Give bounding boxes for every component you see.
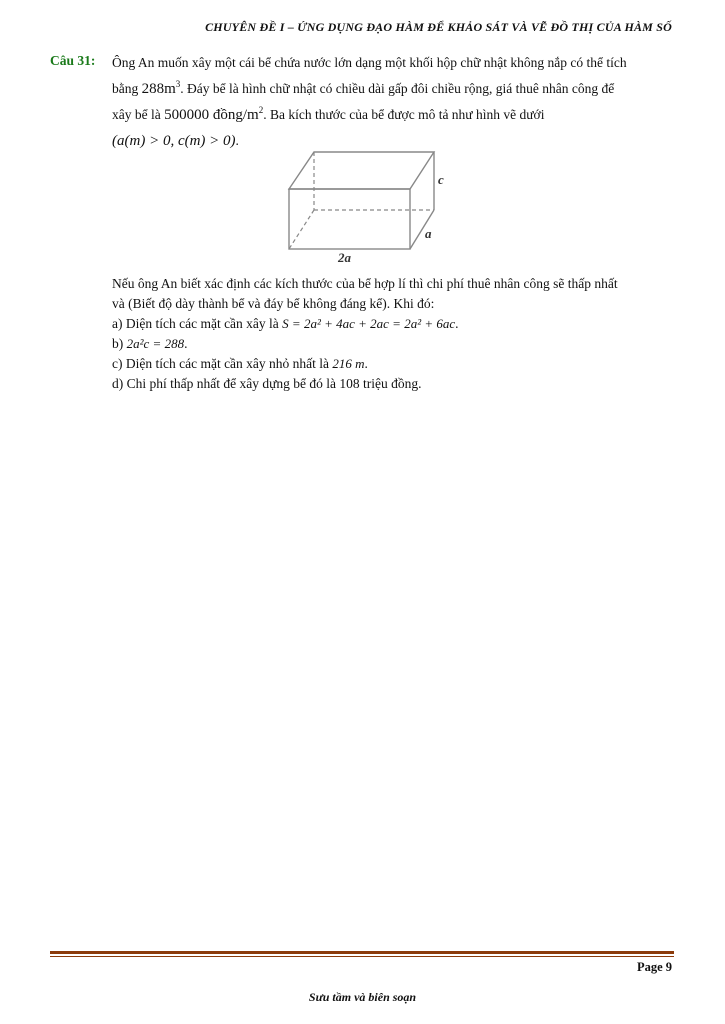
footer-divider-thick <box>50 951 674 954</box>
statement-a-end: . <box>455 316 459 331</box>
statement-b-text: b) <box>112 336 127 351</box>
question-line-2 <box>112 76 672 102</box>
statement-a-formula: S = 2a² + 4ac + 2ac = 2a² + 6ac <box>282 316 456 331</box>
statement-c-end: . <box>364 356 368 371</box>
statement-d: d) Chi phí thấp nhất để xây dựng bể đó là 108 triệu đồng. <box>112 376 422 391</box>
volume-exponent: 3 <box>175 79 181 89</box>
question-line-2-pre: bằng <box>112 81 142 96</box>
statement-a <box>112 314 672 334</box>
question-line-3 <box>112 102 672 128</box>
question-line-3-post: . Ba kích thước của bể được mô tả như hình vẽ dưới <box>263 107 545 122</box>
statement-c-text: c) Diện tích các mặt cần xây nhỏ nhất là <box>112 356 333 371</box>
question-label: Câu 31: <box>50 53 96 68</box>
body-paragraph-2: và (Biết độ dày thành bể và đáy bể không đáng kể). Khi đó: <box>112 296 435 311</box>
label-c: c <box>438 172 444 187</box>
label-2a: 2a <box>338 250 351 264</box>
cost-exponent: 2 <box>258 105 264 115</box>
question-line-3-pre: xây bể là <box>112 107 165 122</box>
statement-b <box>112 334 672 354</box>
question-line-2-post: . Đáy bể là hình chữ nhật có chiều dài gấp đôi chiều rộng, giá thuê nhân công để <box>180 81 615 96</box>
question-line-1: Ông An muốn xây một cái bể chứa nước lớn dạng một khối hộp chữ nhật không nắp có thể tích <box>112 55 627 70</box>
page-header-title: CHUYÊN ĐỀ I – ỨNG DỤNG ĐẠO HÀM ĐỂ KHẢO SÁT VÀ VẼ ĐỒ THỊ CỦA HÀM SỐ <box>205 20 672 34</box>
condition-end: . <box>235 133 239 148</box>
cost-value: 500000 đồng/m <box>164 107 259 123</box>
label-a: a <box>425 226 432 241</box>
figure-background <box>280 142 460 264</box>
statement-c <box>112 354 672 374</box>
volume-value: 288m <box>141 81 176 97</box>
footer-divider-thin <box>50 956 674 957</box>
statement-b-formula: 2a²c = 288 <box>126 336 185 351</box>
box-figure <box>280 142 460 264</box>
rectangular-box-diagram <box>280 142 460 264</box>
page-number: Page 9 <box>636 960 672 974</box>
body-paragraph-1: Nếu ông An biết xác định các kích thước của bể hợp lí thì chi phí thuê nhân công sẽ thấp nhất <box>112 276 618 291</box>
statement-b-end: . <box>184 336 188 351</box>
question-text <box>112 50 672 154</box>
question-body <box>112 274 672 394</box>
statement-a-text: a) Diện tích các mặt cần xây là <box>112 316 283 331</box>
statement-c-value: 216 m <box>332 356 365 371</box>
footer-credit: Sưu tầm và biên soạn <box>308 990 417 1004</box>
dimension-condition: (a(m) > 0, c(m) > 0) <box>112 133 236 149</box>
